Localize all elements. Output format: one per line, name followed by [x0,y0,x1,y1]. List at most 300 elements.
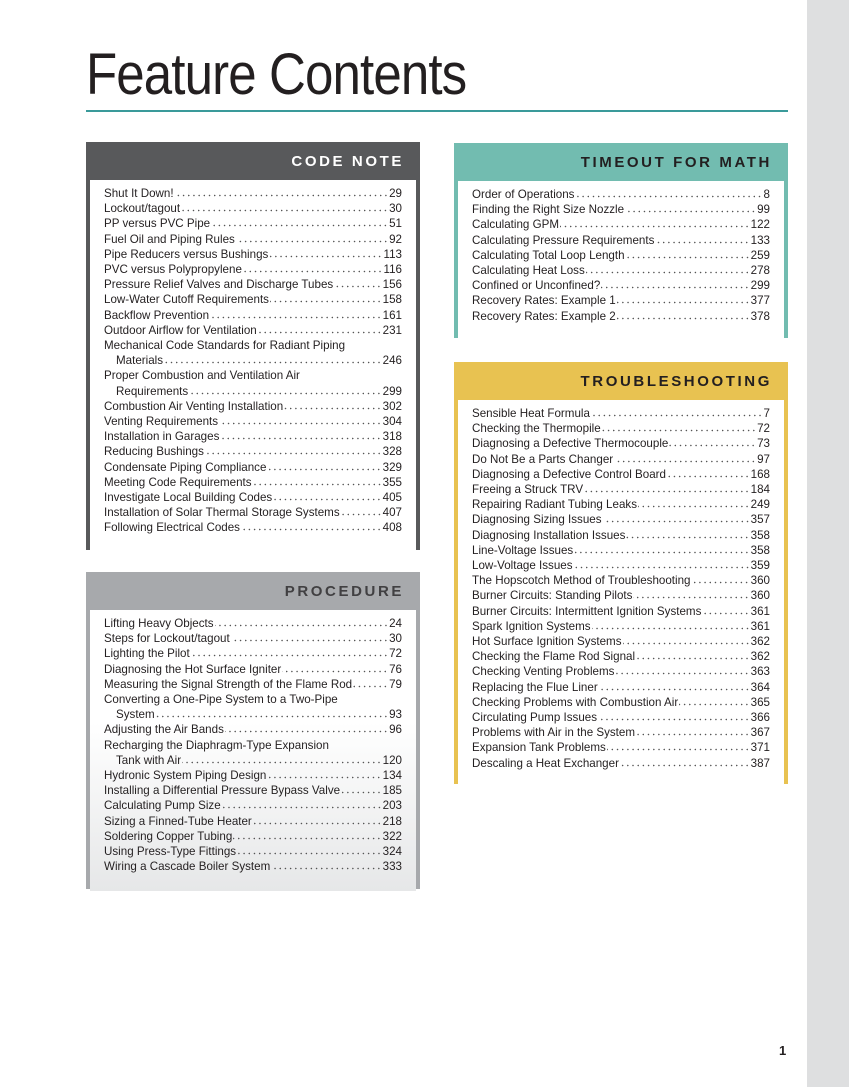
dot-leader [638,498,750,508]
dot-leader [341,784,382,794]
toc-entry-page: 79 [389,677,402,691]
toc-entry[interactable] [104,323,402,338]
toc-entry-title: System [116,708,155,722]
toc-entry-title: Lifting Heavy Objects [104,617,214,630]
dot-leader [241,521,382,531]
page-edge-strip [807,0,849,1087]
toc-entry[interactable] [104,186,402,201]
toc-entry-page: 8 [763,188,770,201]
toc-entry[interactable] [472,710,770,725]
dot-leader [598,711,750,721]
toc-entry-title: Diagnosing Sizing Issues [472,513,602,527]
toc-entry[interactable] [104,292,402,307]
toc-entry-page: 378 [750,309,770,323]
dot-leader [679,696,749,706]
dot-leader [211,217,388,227]
toc-entry-title: Replacing the Flue Liner [472,680,598,694]
toc-entry[interactable] [104,859,402,874]
toc-entry[interactable] [104,368,402,398]
toc-entry[interactable] [472,740,770,755]
toc-entry[interactable] [104,444,402,459]
toc-entry[interactable] [104,646,402,661]
toc-entry[interactable] [472,233,770,248]
toc-entry[interactable] [472,588,770,603]
dot-leader [215,617,389,627]
toc-entry-page: 93 [389,708,402,722]
toc-entry-page: 29 [389,187,402,200]
toc-entry-title: Repairing Radiant Tubing Leaks [472,498,637,512]
toc-entry-page: 73 [757,437,770,451]
toc-entry[interactable] [104,631,402,646]
toc-entry-title: Hydronic System Piping Design [104,769,267,783]
toc-entry-title: Following Electrical Codes [104,521,240,535]
toc-entry-page: 355 [382,475,402,489]
toc-entry-title: Diagnosing a Defective Control Board [472,467,666,481]
toc-entry[interactable] [104,677,402,692]
toc-entry[interactable] [472,725,770,740]
toc-entry-title: Investigate Local Building Codes [104,491,273,505]
toc-entry-page: 367 [750,726,770,740]
toc-entry[interactable] [472,309,770,324]
page-number: 1 [779,1043,787,1058]
toc-entry-title: Calculating Pump Size [104,799,221,813]
toc-entry[interactable] [472,558,770,573]
toc-entry[interactable] [472,452,770,467]
toc-entry-title: Wiring a Cascade Boiler System [104,860,271,874]
troubleshooting-list [458,400,784,786]
dot-leader [271,860,381,870]
toc-entry-title: Burner Circuits: Standing Pilots [472,589,633,603]
toc-entry[interactable] [104,722,402,737]
toc-entry[interactable] [472,248,770,263]
toc-entry-title: Order of Operations [472,188,575,201]
toc-entry-page: 358 [750,528,770,542]
dot-leader [617,294,750,304]
toc-entry[interactable] [472,202,770,217]
toc-entry-title: Hot Surface Ignition Systems [472,635,622,649]
dot-leader [353,678,388,688]
toc-entry-page: 72 [757,422,770,436]
toc-entry-title: Calculating Pressure Requirements [472,233,655,247]
toc-entry[interactable] [472,528,770,543]
toc-entry[interactable] [472,649,770,664]
dot-leader [222,799,382,809]
toc-entry-title: Low-Voltage Issues [472,559,573,573]
toc-entry-page: 161 [382,308,402,322]
toc-entry-title: Checking the Thermopile [472,422,601,436]
dot-leader [615,665,749,675]
toc-entry[interactable] [104,308,402,323]
toc-entry-title: Requirements [116,384,189,398]
toc-entry-title: Fuel Oil and Piping Rules [104,232,235,246]
toc-entry-title: Calculating GPM [472,218,559,232]
toc-entry-page: 99 [757,203,770,217]
dot-leader [220,430,381,440]
toc-entry-title: Diagnosing Installation Issues [472,528,626,542]
toc-entry-title: Problems with Air in the System [472,726,636,740]
dot-leader [592,620,750,630]
toc-entry-title: Line-Voltage Issues [472,543,574,557]
toc-entry-page: 333 [382,860,402,874]
toc-entry[interactable] [104,460,402,475]
toc-entry-page: 328 [382,445,402,459]
toc-entry-page: 30 [389,632,402,646]
toc-entry-page: 203 [382,799,402,813]
toc-entry-title: Recovery Rates: Example 2 [472,309,616,323]
toc-entry-page: 364 [750,680,770,694]
toc-entry-page: 365 [750,695,770,709]
toc-entry-title: Measuring the Signal Strength of the Flame Rod [104,677,353,691]
toc-entry-page: 358 [750,543,770,557]
toc-entry[interactable] [472,634,770,649]
toc-entry-page: 7 [763,407,770,420]
dot-leader [269,248,382,258]
dot-leader [341,506,382,516]
toc-entry-title-line1: Proper Combustion and Ventilation Air [104,369,300,383]
toc-entry-title: Sizing a Finned-Tube Heater [104,814,252,828]
toc-entry-title: Adjusting the Air Bands [104,723,224,737]
toc-entry-page: 366 [750,711,770,725]
toc-entry-title: Lockout/tagout [104,202,181,216]
dot-leader [267,461,381,471]
toc-entry-page: 72 [389,647,402,661]
toc-entry-title-line1: Recharging the Diaphragm-Type Expansion [104,738,329,752]
dot-leader [253,815,382,825]
toc-entry[interactable] [104,232,402,247]
dot-leader [273,491,381,501]
toc-entry-page: 408 [382,521,402,535]
toc-entry-title: Calculating Heat Loss [472,264,585,278]
dot-leader [591,407,763,417]
toc-entry-title: Diagnosing a Defective Thermocouple [472,437,669,451]
dot-leader [164,354,382,364]
timeout-for-math-heading: TIMEOUT FOR MATH [580,154,772,171]
dot-leader [574,544,749,554]
dot-leader [617,310,750,320]
toc-entry-page: 97 [757,452,770,466]
dot-leader [181,202,388,212]
toc-entry-continuation [104,384,402,399]
dot-leader [258,324,382,334]
troubleshooting-heading: TROUBLESHOOTING [580,373,772,390]
dot-leader [189,385,381,395]
toc-entry[interactable] [472,573,770,588]
page-title: Feature Contents [86,42,467,107]
toc-entry-title: Checking the Flame Rod Signal [472,650,636,664]
toc-entry-title: Sensible Heat Formula [472,407,590,420]
dot-leader [270,293,382,303]
toc-entry-page: 302 [382,399,402,413]
toc-entry-title: Installing a Differential Pressure Bypass Valve [104,784,341,798]
toc-entry-title: Burner Circuits: Intermittent Ignition Systems [472,604,702,618]
dot-leader [282,663,388,673]
toc-entry[interactable] [104,768,402,783]
toc-entry-page: 122 [750,218,770,232]
toc-entry-title: Materials [116,354,164,368]
toc-entry[interactable] [104,616,402,631]
toc-entry-page: 156 [382,278,402,292]
toc-entry-page: 360 [750,574,770,588]
toc-entry[interactable] [104,844,402,859]
dot-leader [702,605,749,615]
toc-entry-page: 299 [750,279,770,293]
dot-leader [599,681,750,691]
toc-entry[interactable] [104,338,402,368]
dot-leader [614,453,756,463]
toc-entry[interactable] [472,406,770,421]
toc-entry-page: 134 [382,769,402,783]
toc-entry-page: 360 [750,589,770,603]
timeout-for-math-box [454,143,788,338]
toc-entry[interactable] [472,293,770,308]
toc-entry-title: Steps for Lockout/tagout [104,632,230,646]
dot-leader [603,513,750,523]
toc-entry-title: Installation of Solar Thermal Storage Systems [104,506,340,520]
procedure-list [90,610,416,891]
toc-entry-title: Outdoor Airflow for Ventilation [104,323,257,337]
toc-entry-page: 246 [382,354,402,368]
toc-entry-title: Shut It Down! [104,187,174,200]
code-note-box [86,142,420,550]
toc-entry-page: 387 [750,756,770,770]
dot-leader [225,723,388,733]
dot-leader [284,400,381,410]
toc-entry-page: 24 [389,617,402,630]
toc-entry[interactable] [472,482,770,497]
dot-leader [626,529,749,539]
toc-entry-page: 249 [750,498,770,512]
toc-entry[interactable] [472,467,770,482]
toc-entry-page: 168 [750,467,770,481]
toc-entry-title-line1: Converting a One-Pipe System to a Two-Pipe [104,693,338,707]
toc-entry-title: Lighting the Pilot [104,647,190,661]
toc-entry-title: Circulating Pump Issues [472,711,598,725]
toc-entry[interactable] [104,201,402,216]
toc-entry[interactable] [104,520,402,535]
toc-entry[interactable] [104,662,402,677]
toc-entry-page: 278 [750,264,770,278]
dot-leader [233,830,381,840]
toc-entry-title: Checking Venting Problems [472,665,615,679]
troubleshooting-box [454,362,788,784]
dot-leader [691,574,749,584]
toc-entry-page: 359 [750,559,770,573]
toc-entry-page: 120 [382,753,402,767]
toc-entry-page: 218 [382,814,402,828]
toc-entry[interactable] [472,619,770,634]
dot-leader [669,437,756,447]
toc-entry-page: 92 [389,232,402,246]
toc-entry[interactable] [104,414,402,429]
toc-entry-title: Diagnosing the Hot Surface Igniter [104,662,282,676]
toc-entry-title: Spark Ignition Systems [472,619,591,633]
dot-leader [607,741,750,751]
toc-entry[interactable] [104,216,402,231]
toc-entry-page: 405 [382,491,402,505]
toc-entry-title: Combustion Air Venting Installation [104,399,284,413]
toc-entry-page: 76 [389,662,402,676]
toc-entry-title: Confined or Unconfined? [472,279,601,293]
dot-leader [237,845,382,855]
toc-entry[interactable] [472,497,770,512]
toc-entry-title: PP versus PVC Pipe [104,217,211,231]
dot-leader [584,483,750,493]
toc-entry-page: 299 [382,384,402,398]
dot-leader [655,234,749,244]
dot-leader [636,650,750,660]
toc-entry-title: Using Press-Type Fittings [104,845,237,859]
procedure-box [86,572,420,889]
toc-entry-title: The Hopscotch Method of Troubleshooting [472,574,691,588]
toc-entry-page: 51 [389,217,402,231]
toc-entry[interactable] [104,798,402,813]
toc-entry[interactable] [104,277,402,292]
toc-entry[interactable] [104,399,402,414]
toc-entry-title: Pipe Reducers versus Bushings [104,247,269,261]
toc-entry[interactable] [104,505,402,520]
dot-leader [236,233,388,243]
toc-entry-title: PVC versus Polypropylene [104,263,242,277]
toc-entry[interactable] [472,543,770,558]
dot-leader [253,476,382,486]
toc-entry[interactable] [472,278,770,293]
toc-entry[interactable] [104,783,402,798]
toc-entry[interactable] [104,429,402,444]
dot-leader [586,264,750,274]
dot-leader [182,754,382,764]
dot-leader [620,757,750,767]
toc-entry-page: 362 [750,650,770,664]
dot-leader [667,468,750,478]
dot-leader [191,647,388,657]
dot-leader [601,279,749,289]
toc-entry-page: 371 [750,741,770,755]
toc-entry-title: Reducing Bushings [104,445,204,459]
dot-leader [334,278,381,288]
dot-leader [156,708,388,718]
toc-entry[interactable] [472,664,770,679]
toc-entry[interactable] [472,695,770,710]
code-note-list [90,180,416,552]
timeout-for-math-list [458,181,784,340]
toc-entry-page: 231 [382,323,402,337]
dot-leader [623,635,750,645]
toc-entry-continuation [104,707,402,722]
dot-leader [626,249,750,259]
toc-entry[interactable] [472,436,770,451]
toc-entry[interactable] [472,680,770,695]
toc-entry[interactable] [472,604,770,619]
toc-entry-page: 361 [750,604,770,618]
toc-entry[interactable] [104,247,402,262]
toc-entry[interactable] [472,512,770,527]
toc-entry-page: 30 [389,202,402,216]
toc-entry-page: 259 [750,248,770,262]
toc-entry-title: Venting Requirements [104,415,219,429]
dot-leader [575,188,762,198]
toc-entry-title: Expansion Tank Problems [472,741,606,755]
code-note-heading: CODE NOTE [291,153,404,170]
dot-leader [625,203,756,213]
toc-entry[interactable] [104,814,402,829]
procedure-heading: PROCEDURE [284,583,404,600]
toc-entry-title-line1: Mechanical Code Standards for Radiant Piping [104,339,346,353]
toc-entry-title: Descaling a Heat Exchanger [472,756,619,770]
toc-entry-page: 322 [382,829,402,843]
toc-entry-page: 184 [750,483,770,497]
toc-entry[interactable] [472,421,770,436]
toc-entry-page: 185 [382,784,402,798]
toc-entry-title: Low-Water Cutoff Requirements [104,293,269,307]
toc-entry[interactable] [104,738,402,768]
toc-entry-page: 133 [750,233,770,247]
toc-entry[interactable] [472,187,770,202]
toc-entry-title: Finding the Right Size Nozzle [472,203,625,217]
dot-leader [210,309,382,319]
toc-entry-title: Backflow Prevention [104,308,210,322]
toc-entry-page: 363 [750,665,770,679]
toc-entry-page: 357 [750,513,770,527]
toc-entry-title: Meeting Code Requirements [104,475,252,489]
toc-entry-page: 377 [750,294,770,308]
dot-leader [219,415,382,425]
dot-leader [560,218,750,228]
toc-entry-title: Pressure Relief Valves and Discharge Tubes [104,278,334,292]
toc-entry-page: 304 [382,415,402,429]
toc-entry[interactable] [472,263,770,278]
title-rule [86,110,788,112]
toc-entry[interactable] [104,262,402,277]
toc-entry-title: Checking Problems with Combustion Air [472,695,679,709]
toc-entry-page: 324 [382,845,402,859]
toc-entry-page: 113 [383,247,402,261]
toc-entry[interactable] [472,756,770,771]
toc-entry-page: 96 [389,723,402,737]
toc-entry-title: Freeing a Struck TRV [472,483,584,497]
toc-entry-title: Soldering Copper Tubing [104,829,233,843]
toc-entry[interactable] [472,217,770,232]
toc-entry-title: Do Not Be a Parts Changer [472,452,614,466]
toc-entry-page: 158 [382,293,402,307]
dot-leader [205,445,382,455]
dot-leader [602,422,756,432]
toc-entry-title: Condensate Piping Compliance [104,460,267,474]
toc-entry-continuation [104,353,402,368]
dot-leader [574,559,750,569]
toc-entry-page: 362 [750,635,770,649]
toc-entry-page: 361 [750,619,770,633]
toc-entry-page: 318 [382,430,402,444]
dot-leader [231,632,388,642]
toc-entry-page: 329 [382,460,402,474]
toc-entry-continuation [104,753,402,768]
toc-entry[interactable] [104,692,402,722]
toc-entry-title: Tank with Air [116,753,182,767]
toc-entry-page: 116 [383,263,402,277]
dot-leader [243,263,383,273]
toc-entry-title: Recovery Rates: Example 1 [472,294,616,308]
toc-entry[interactable] [104,475,402,490]
dot-leader [633,589,749,599]
dot-leader [636,726,750,736]
toc-entry-title: Installation in Garages [104,430,220,444]
toc-entry[interactable] [104,490,402,505]
dot-leader [267,769,381,779]
dot-leader [175,187,388,197]
toc-entry-page: 407 [382,506,402,520]
toc-entry[interactable] [104,829,402,844]
toc-entry-title: Calculating Total Loop Length [472,248,625,262]
